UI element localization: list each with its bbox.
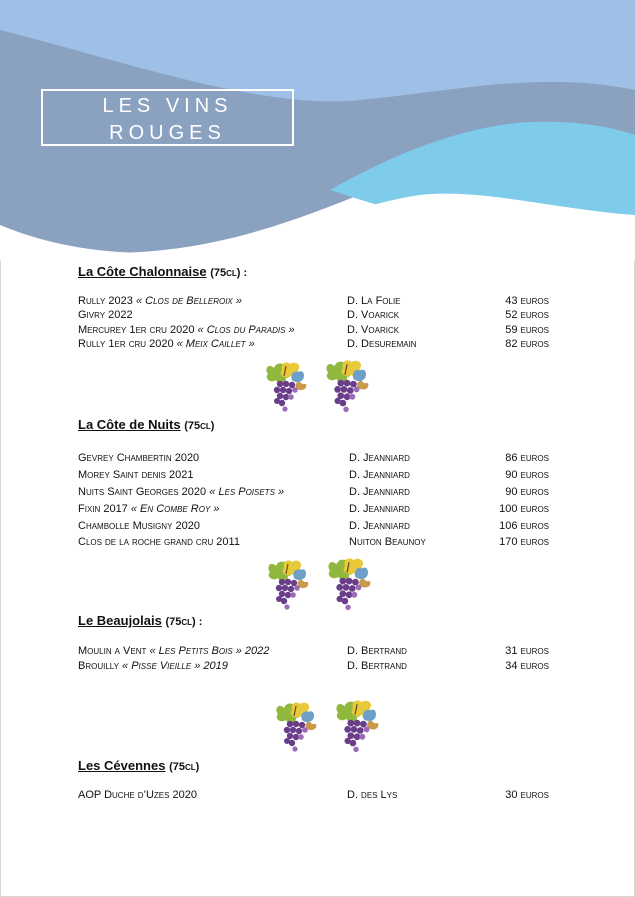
wine-producer: D. des Lys xyxy=(347,789,398,801)
wine-producer: D. Bertrand xyxy=(347,660,407,672)
wine-price: 90 euros xyxy=(505,469,549,481)
page-title xyxy=(41,89,294,146)
wine-row xyxy=(78,452,558,468)
wine-name: Clos de la roche grand cru 2011 xyxy=(78,536,240,548)
wine-producer: D. Jeanniard xyxy=(349,469,410,481)
wine-row xyxy=(78,660,558,676)
grapes-illustration xyxy=(262,358,382,418)
wine-row xyxy=(78,486,558,502)
wine-price: 90 euros xyxy=(505,486,549,498)
wine-producer: D. Jeanniard xyxy=(349,503,410,515)
wine-row xyxy=(78,536,558,552)
section-name: La Côte de Nuits xyxy=(78,417,181,432)
wine-name: Rully 1er cru 2020 « Meix Caillet » xyxy=(78,338,255,350)
wine-name: AOP Duche d’Uzes 2020 xyxy=(78,789,198,801)
page-title-line2: ROUGES xyxy=(109,122,226,144)
wine-producer: D. La Folie xyxy=(347,295,401,307)
section-format: (75cl) xyxy=(184,420,215,432)
page-title-line1: LES VINS xyxy=(102,95,233,117)
wine-producer: D. Voarick xyxy=(347,309,400,321)
section-title-cevennes xyxy=(78,758,199,773)
wine-name: Rully 2023 « Clos de Belleroix » xyxy=(78,295,242,307)
section-format: (75cl) : xyxy=(210,267,248,279)
section-title-beaujolais xyxy=(78,613,202,628)
grapes-illustration xyxy=(272,698,397,758)
wine-producer: D. Jeanniard xyxy=(349,486,410,498)
wine-price: 31 euros xyxy=(505,645,549,657)
section-title-cote-chalonnaise xyxy=(78,264,247,279)
wine-producer: Nuiton Beaunoy xyxy=(349,536,426,548)
wine-price: 30 euros xyxy=(505,789,549,801)
wine-price: 106 euros xyxy=(499,520,549,532)
wine-row xyxy=(78,503,558,519)
wine-name: Moulin a Vent « Les Petits Bois » 2022 xyxy=(78,645,270,657)
wine-producer: D. Jeanniard xyxy=(349,452,410,464)
wine-row xyxy=(78,645,558,661)
wine-price: 52 euros xyxy=(505,309,549,321)
wine-name: Chambolle Musigny 2020 xyxy=(78,520,200,532)
wine-name: Morey Saint denis 2021 xyxy=(78,469,194,481)
wine-name: Nuits Saint Georges 2020 « Les Poisets » xyxy=(78,486,285,498)
wine-price: 59 euros xyxy=(505,324,549,336)
wine-producer: D. Voarick xyxy=(347,324,400,336)
wine-name: Fixin 2017 « En Combe Roy » xyxy=(78,503,220,515)
wine-name: Brouilly « Pisse Vieille » 2019 xyxy=(78,660,228,672)
wine-producer: D. Bertrand xyxy=(347,645,407,657)
grapes-illustration xyxy=(264,556,389,616)
section-format: (75cl) : xyxy=(165,616,203,628)
wine-row xyxy=(78,469,558,485)
wine-producer: D. Desuremain xyxy=(347,338,417,350)
section-name: Les Cévennes xyxy=(78,758,166,773)
section-name: La Côte Chalonnaise xyxy=(78,264,207,279)
wine-price: 82 euros xyxy=(505,338,549,350)
wine-row xyxy=(78,520,558,536)
section-title-cote-de-nuits xyxy=(78,417,214,432)
wine-name: Gevrey Chambertin 2020 xyxy=(78,452,200,464)
wine-producer: D. Jeanniard xyxy=(349,520,410,532)
wine-row xyxy=(78,309,558,325)
wine-price: 86 euros xyxy=(505,452,549,464)
wine-row xyxy=(78,789,558,805)
wine-price: 34 euros xyxy=(505,660,549,672)
section-format: (75cl) xyxy=(169,761,200,773)
wine-price: 100 euros xyxy=(499,503,549,515)
section-name: Le Beaujolais xyxy=(78,613,162,628)
wine-name: Mercurey 1er cru 2020 « Clos du Paradis » xyxy=(78,324,295,336)
wine-name: Givry 2022 xyxy=(78,309,133,321)
wine-row xyxy=(78,338,558,354)
wine-price: 43 euros xyxy=(505,295,549,307)
wine-price: 170 euros xyxy=(499,536,549,548)
